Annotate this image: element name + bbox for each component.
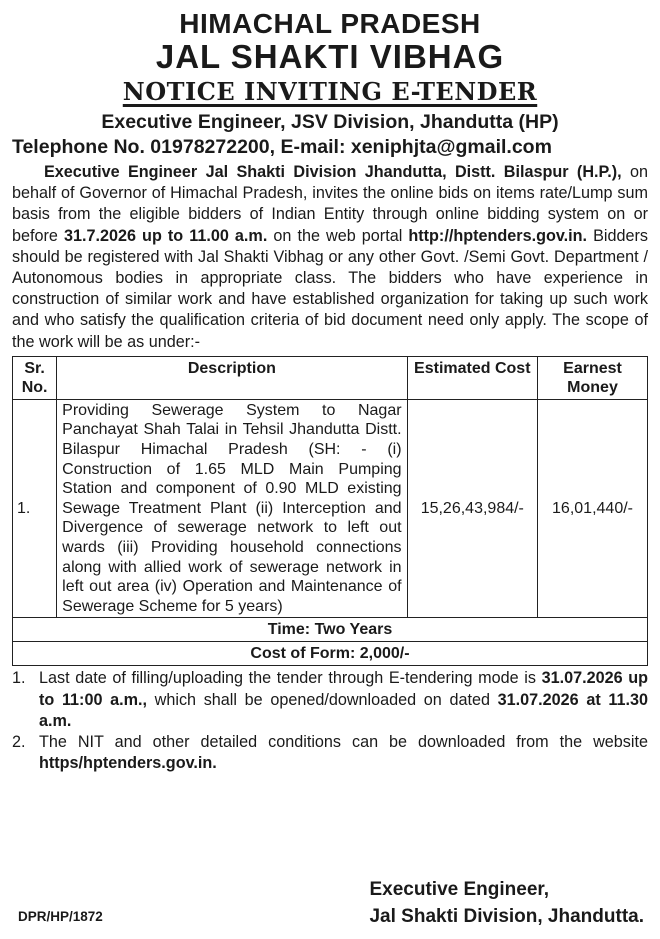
intro-text-3: Bidders should be registered with Jal Shakti Vibhag or any other Govt. /Semi Govt. Department / Autonomous bodies in appropriate class. The bidders who have experience in construction of similar work and have established organization for taking up such work and who satisfy the qualification criteria of bid document need only apply. The scope of the work will be as under:- bbox=[12, 226, 648, 351]
note-text bbox=[39, 732, 648, 774]
department-heading: JAL SHAKTI VIBHAG bbox=[155, 38, 505, 75]
notes-list bbox=[12, 668, 648, 774]
note-1-opening-date: 31.07.2026 at 11.30 a.m. bbox=[39, 690, 648, 730]
issuer: Executive Engineer Jal Shakti Division Jhandutta, Distt. Bilaspur (H.P.), bbox=[44, 163, 622, 181]
list-item bbox=[12, 668, 648, 732]
row-description: Providing Sewerage System to Nagar Panchayat Shah Talai in Tehsil Jhandutta Distt. Bilaspur Himachal Pradesh (SH: - (i) Construction of 1.65 MLD Main Pumping Station and component of 0.90 MLD existing Sewage Treatment Plant (ii) Interception and Divergence of sewerage network to left out wards (iii) Providing household connections along with allied work of sewerage network in left out area (iv) Operation and Maintenance of Sewerage Scheme for 5 years) bbox=[57, 399, 407, 618]
col-description: Description bbox=[57, 356, 407, 399]
time-row bbox=[13, 618, 648, 642]
col-estimated-cost: Estimated Cost bbox=[407, 356, 537, 399]
state-heading: HIMACHAL PRADESH bbox=[179, 8, 481, 39]
intro-text-1: on behalf of Governor of Himachal Pradesh, invites the online bids on items rate/Lump sum basis from the eligible bidders of Indian Entity through online bidding system on or before bbox=[12, 163, 648, 245]
contact-line: Telephone No. 01978272200, E-mail: xeniphjta@gmail.com bbox=[12, 136, 552, 158]
completion-time: Time: Two Years bbox=[13, 618, 648, 642]
intro-paragraph bbox=[12, 162, 648, 353]
note-2-text-1: The NIT and other detailed conditions can be downloaded from the website bbox=[39, 732, 648, 751]
note-1-text-2: which shall be opened/downloaded on dated bbox=[147, 690, 498, 709]
form-cost: Cost of Form: 2,000/- bbox=[13, 642, 648, 666]
notice-title bbox=[12, 77, 648, 107]
signatory-title: Executive Engineer, bbox=[369, 879, 550, 900]
note-1-text-1: Last date of filling/uploading the tender through E-tendering mode is bbox=[39, 669, 542, 688]
note-2-website[interactable]: https/hptenders.gov.in. bbox=[39, 754, 217, 773]
row-sr-no: 1. bbox=[13, 399, 57, 618]
row-estimated-cost: 15,26,43,984/- bbox=[407, 399, 537, 618]
col-sr-no: Sr. No. bbox=[13, 356, 57, 399]
table-header-row bbox=[13, 356, 648, 399]
list-item bbox=[12, 732, 648, 774]
intro-text-2: on the web portal bbox=[267, 226, 409, 245]
note-1-deadline: 31.07.2026 up to 11:00 a.m., bbox=[39, 669, 648, 709]
note-number: 1. bbox=[12, 669, 26, 688]
work-table bbox=[12, 356, 648, 667]
notice-title-text: NOTICE INVITING E-TENDER bbox=[122, 77, 538, 106]
form-cost-row bbox=[13, 642, 648, 666]
portal-link[interactable]: http://hptenders.gov.in. bbox=[408, 226, 588, 245]
row-earnest-money: 16,01,440/- bbox=[538, 399, 648, 618]
signatory-division: Jal Shakti Division, Jhandutta. bbox=[369, 906, 644, 927]
bid-deadline: 31.7.2026 up to 11.00 a.m. bbox=[63, 226, 268, 245]
reference-number: DPR/HP/1872 bbox=[18, 909, 103, 924]
table-row bbox=[13, 399, 648, 618]
note-number: 2. bbox=[12, 732, 26, 751]
note-text bbox=[39, 668, 648, 732]
office-line: Executive Engineer, JSV Division, Jhandutta (HP) bbox=[101, 111, 559, 133]
signature-block bbox=[369, 876, 644, 930]
col-earnest-money: Earnest Money bbox=[538, 356, 648, 399]
